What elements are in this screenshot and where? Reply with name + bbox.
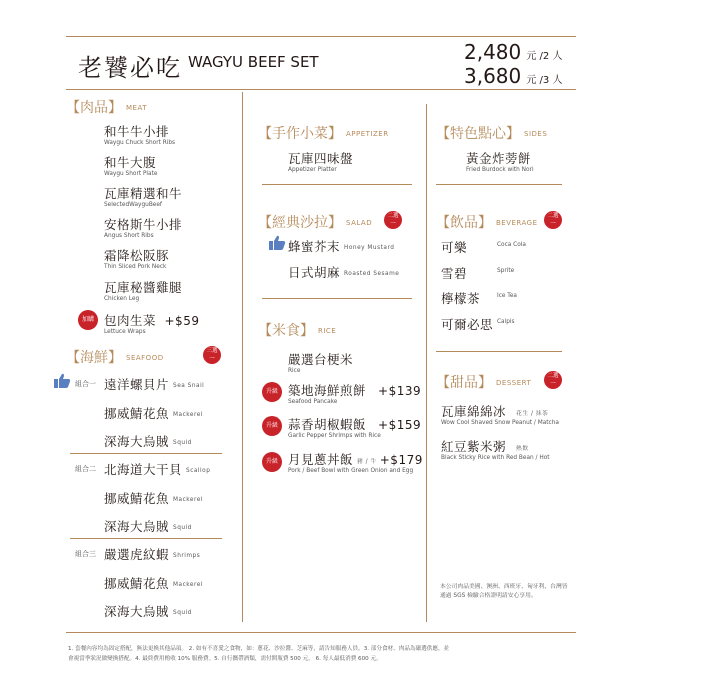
price-two-amount: 2,480: [464, 40, 522, 64]
beverage-choice-badge: 二選 一: [544, 211, 562, 229]
column-divider-left: [242, 92, 243, 622]
beverage-category-label: 【飲品】 BEVERAGE: [436, 215, 538, 231]
rice-item: 嚴選台梗米 Rice: [288, 352, 354, 374]
addon-price: +$59: [164, 314, 200, 328]
seafood-choice-badge: 三選 一: [203, 346, 221, 364]
price-two-persons: [464, 40, 562, 64]
price-three-persons: [464, 64, 562, 88]
salad-item: 蜂蜜芥末 Honey Mustard: [288, 239, 395, 254]
seafood-item: 深海大烏賊 Squid: [104, 519, 192, 534]
sourcing-note: 本公司肉品美國、澳洲、西班牙、匈牙利、台灣皆通過 SGS 檢驗合格證明請安心享用。: [440, 584, 568, 599]
meat-item: 安格斯牛小排 Angus Short Ribs: [104, 217, 183, 239]
appetizer-item: 瓦庫四味盤 Appetizer Platter: [288, 151, 354, 173]
beverage-item-en: Calpis: [497, 319, 515, 325]
meat-item: 瓦庫秘醬雞腿 Chicken Leg: [104, 280, 183, 302]
salad-item: 日式胡麻 Roasted Sesame: [288, 265, 400, 280]
price-three-amount: 3,680: [464, 64, 522, 88]
seafood-item: 深海大烏賊 Squid: [104, 604, 192, 619]
seafood-item: 挪威鯖花魚 Mackerel: [104, 576, 203, 591]
seafood-item: 深海大烏賊 Squid: [104, 434, 192, 449]
dessert-category-label: 【甜品】 DESSERT: [436, 375, 532, 391]
set-title-zh: 老饕必吃: [78, 54, 182, 82]
beverage-item-en: Sprite: [497, 268, 515, 274]
dessert-choice-badge: 二選 一: [544, 371, 562, 389]
rice-upgrade-item: 蒜香胡椒蝦飯 +$159 Garlic Pepper Shrimps with Rice: [288, 417, 422, 439]
section-divider: [262, 184, 412, 185]
column-divider-right: [426, 104, 427, 622]
sides-category-label: 【特色點心】 SIDES: [436, 126, 548, 142]
section-divider: [436, 184, 562, 185]
upgrade-tag: 升級: [262, 452, 282, 472]
combo-label: 組合二: [75, 465, 96, 473]
seafood-category-label: 【海鮮】 SEAFOOD: [66, 350, 164, 366]
rice-category-label: 【米食】 RICE: [258, 323, 337, 339]
price-three-unit: 元 /3 人: [526, 75, 563, 86]
salad-category-label: 【經典沙拉】 SALAD: [258, 215, 373, 231]
price-two-unit: 元 /2 人: [526, 51, 563, 62]
footer-note-line-1: 1. 套餐內容均為固定搭配，無法更換其他品項。 2. 如有不喜愛之食物，如：蔥花、沙拉醬、芝麻等，請告知服務人員。3. 部分食材、肉品為嚴選供應，並: [68, 646, 450, 652]
seafood-item: 挪威鯖花魚 Mackerel: [104, 406, 203, 421]
meat-category-label: 【肉品】 MEAT: [66, 100, 147, 116]
combo-label: 組合一: [75, 380, 96, 388]
seafood-item: 北海道大干貝 Scallop: [104, 462, 211, 477]
footer-note-line-2: 會視當季狀況做變換搭配。4. 最終費用酌收 10% 服務費。5. 自行攜帶酒類，需付開瓶費 500 元。 6. 每人最低消費 600 元。: [68, 656, 382, 662]
seafood-item: 遠洋螺貝片 Sea Snail: [104, 377, 205, 392]
dessert-item: 瓦庫綿綿冰 花生 / 抹茶 Wow Cool Shaved Snow Peanut / Matcha: [441, 404, 559, 426]
header-bottom-rule: [66, 89, 576, 90]
sides-item: 黃金炸蒡餅 Fried Burdock with Nori: [466, 151, 534, 173]
salad-choice-badge: 二選 一: [384, 211, 402, 229]
seafood-item: 挪威鯖花魚 Mackerel: [104, 491, 203, 506]
beverage-item: 檸檬茶: [441, 291, 481, 306]
thumbs-up-icon: [53, 373, 71, 389]
addon-name-en: Lettuce Wraps: [104, 329, 146, 335]
rice-upgrade-item: 築地海鮮煎餅 +$139 Seafood Pancake: [288, 383, 422, 405]
upgrade-tag: 升級: [262, 416, 282, 436]
dessert-item: 紅豆紫米粥 熱飲 Black Sticky Rice with Red Bean / Hot: [441, 439, 550, 461]
beverage-item-en: Coca Cola: [497, 242, 526, 248]
addon-tag: 加購: [78, 310, 98, 330]
thumbs-up-icon: [268, 235, 286, 251]
meat-item: 霜降松阪豚 Thin Sliced Pork Neck: [104, 248, 170, 270]
section-divider: [262, 298, 412, 299]
header-top-rule: [66, 36, 576, 37]
beverage-item-en: Ice Tea: [497, 293, 517, 299]
footer-rule: [66, 632, 576, 633]
seafood-item: 嚴選虎紋蝦 Shrimps: [104, 547, 201, 562]
rice-upgrade-item: 月見蔥丼飯 豬 / 牛 +$179 Pork / Beef Bowl with Green Onion and Egg: [288, 452, 423, 474]
meat-item: 瓦庫精選和牛 SelectedWayguBeef: [104, 186, 183, 208]
beverage-item: 雪碧: [441, 266, 468, 281]
combo-label: 組合三: [75, 550, 96, 558]
section-divider: [436, 351, 562, 352]
addon-name: 包肉生菜: [104, 313, 157, 328]
upgrade-tag: 升級: [262, 382, 282, 402]
beverage-item: 可樂: [441, 240, 468, 255]
appetizer-category-label: 【手作小菜】 APPETIZER: [258, 126, 389, 142]
combo-divider: [70, 538, 222, 539]
beverage-item: 可爾必思: [441, 317, 494, 332]
addon-item: [104, 311, 199, 335]
set-title-en: WAGYU BEEF SET: [188, 53, 319, 71]
meat-item: 和牛牛小排 Waygu Chuck Short Ribs: [104, 124, 176, 146]
combo-divider: [70, 453, 222, 454]
meat-item: 和牛大腹 Waygu Short Plate: [104, 155, 158, 177]
